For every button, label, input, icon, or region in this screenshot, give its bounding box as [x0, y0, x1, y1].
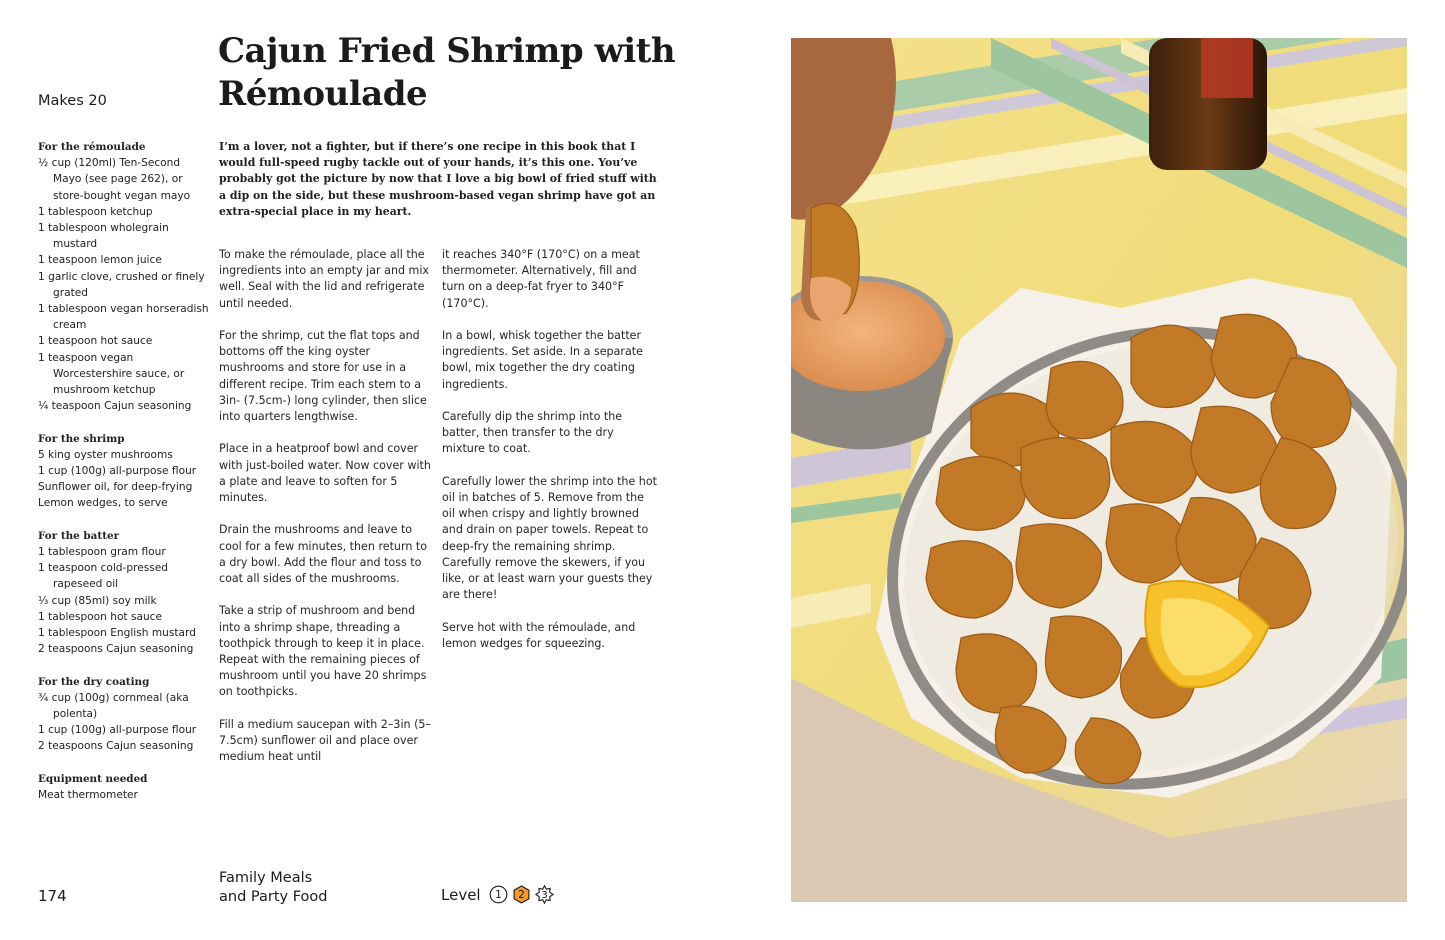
method-step: For the shrimp, cut the flat tops and bottoms off the king oyster mushrooms and store for use in a different recipe. Trim each stem to a 3in- (7.5cm-) long cylinder, then slice into quarters lengthwise. [219, 329, 427, 424]
method-step: To make the rémoulade, place all the ingredients into an empty jar and mix well. Seal with the lid and refrigerate until needed. [219, 248, 430, 310]
ingredient-group [38, 528, 210, 658]
ingredient-item: ¾ cup (100g) cornmeal (aka polenta) [38, 691, 189, 721]
ingredient-item: 1 teaspoon vegan Worcestershire sauce, or mushroom ketchup [38, 351, 185, 397]
ingredient-item: 1 tablespoon wholegrain mustard [38, 222, 169, 251]
ingredient-item: Lemon wedges, to serve [38, 497, 168, 510]
ingredient-item: 1 teaspoon hot sauce [38, 335, 153, 348]
ingredient-group [38, 674, 210, 755]
ingredient-item: Sunflower oil, for deep-frying [38, 481, 193, 494]
level-1-digit: 1 [494, 889, 502, 902]
ingredient-group-heading: For the shrimp [38, 432, 125, 445]
ingredient-group [38, 139, 210, 414]
intro-paragraph: I’m a lover, not a fighter, but if there’s one recipe in this book that I would full-speed rugby tackle out of your hands, it’s this one. You’ve probably got the picture by now that I love a big bowl of fried stuff with a dip on the side, but these mushroom-based vegan shrimp have got an extra-special place in my heart. [219, 140, 657, 218]
ingredient-item: ⅓ cup (85ml) soy milk [38, 594, 157, 607]
method-column-2 [442, 247, 660, 668]
ingredient-item: 2 teaspoons Cajun seasoning [38, 643, 194, 656]
level-1-icon [489, 885, 508, 904]
method-step: Drain the mushrooms and leave to cool for a few minutes, then return to a dry bowl. Add the flour and toss to coat all sides of the mushrooms. [219, 523, 428, 586]
level-3-icon [535, 885, 554, 904]
ingredient-item: 1 garlic clove, crushed or finely grated [38, 270, 205, 299]
yield: Makes 20 [38, 93, 107, 109]
method-step: Take a strip of mushroom and bend into a shrimp shape, threading a toothpick through to keep it in place. Repeat with the remaining pieces of mushroom until you have 20 shrimps on toothpicks. [219, 604, 427, 699]
method-step: Carefully dip the shrimp into the batter, then transfer to the dry mixture to coat. [442, 410, 623, 456]
ingredient-item: 1 teaspoon lemon juice [38, 254, 162, 267]
level-2-digit: 2 [517, 889, 525, 902]
ingredient-item: 2 teaspoons Cajun seasoning [38, 740, 194, 753]
ingredient-item: 1 cup (100g) all-purpose flour [38, 724, 197, 737]
ingredient-group-heading: For the batter [38, 529, 120, 542]
page-title: Cajun Fried Shrimp with Rémoulade [218, 31, 676, 114]
ingredient-item: 1 tablespoon vegan horseradish cream [38, 303, 209, 332]
ingredient-item: 1 cup (100g) all-purpose flour [38, 465, 197, 478]
ingredient-group [38, 431, 210, 512]
method-step: Fill a medium saucepan with 2–3in (5–7.5cm) sunflower oil and place over medium heat until [219, 717, 432, 764]
ingredient-item: 1 tablespoon English mustard [38, 627, 196, 640]
level-3-digit: 3 [540, 890, 548, 902]
ingredient-item: ¼ teaspoon Cajun seasoning [38, 400, 192, 413]
ingredient-group-heading: For the dry coating [38, 675, 150, 688]
method-step: In a bowl, whisk together the batter ingredients. Set aside. In a separate bowl, mix together the dry coating ingredients. [442, 329, 643, 391]
method-column-1 [219, 247, 437, 782]
section-title [219, 869, 327, 907]
ingredient-group-heading: Equipment needed [38, 772, 148, 785]
method-step: Serve hot with the rémoulade, and lemon wedges for squeezing. [442, 620, 636, 650]
ingredient-group [38, 771, 210, 803]
recipe-photo [791, 38, 1407, 902]
ingredient-item: 1 teaspoon cold-pressed rapeseed oil [38, 562, 169, 591]
level-label: Level [441, 885, 481, 904]
method-step: Carefully lower the shrimp into the hot oil in batches of 5. Remove from the oil when crispy and lightly browned and drain on paper towels. Repeat to deep-fry the remaining shrimp. Carefully remove the skewers, if you like, or at least warn your guests they are there! [442, 474, 657, 602]
ingredient-group-heading: For the rémoulade [38, 141, 146, 153]
section-title-line-1: Family Meals [219, 870, 313, 886]
method-step: Place in a heatproof bowl and cover with just-boiled water. Now cover with a plate and leave to soften for 5 minutes. [219, 442, 431, 505]
ingredient-item: 1 tablespoon hot sauce [38, 610, 163, 623]
difficulty-level [441, 885, 558, 904]
method-step: it reaches 340°F (170°C) on a meat thermometer. Alternatively, fill and turn on a deep-fat fryer to 340°F (170°C). [442, 248, 640, 310]
ingredient-item: Meat thermometer [38, 789, 138, 802]
level-2-icon [512, 885, 531, 904]
ingredient-item: ½ cup (120ml) Ten-Second Mayo (see page 262), or store-bought vegan mayo [38, 157, 191, 202]
ingredient-item: 5 king oyster mushrooms [38, 448, 173, 461]
ingredient-item: 1 tablespoon gram flour [38, 546, 166, 559]
section-title-line-2: and Party Food [219, 889, 328, 905]
ingredient-item: 1 tablespoon ketchup [38, 205, 153, 218]
ingredients-list [38, 139, 210, 819]
page-number: 174 [38, 887, 67, 905]
